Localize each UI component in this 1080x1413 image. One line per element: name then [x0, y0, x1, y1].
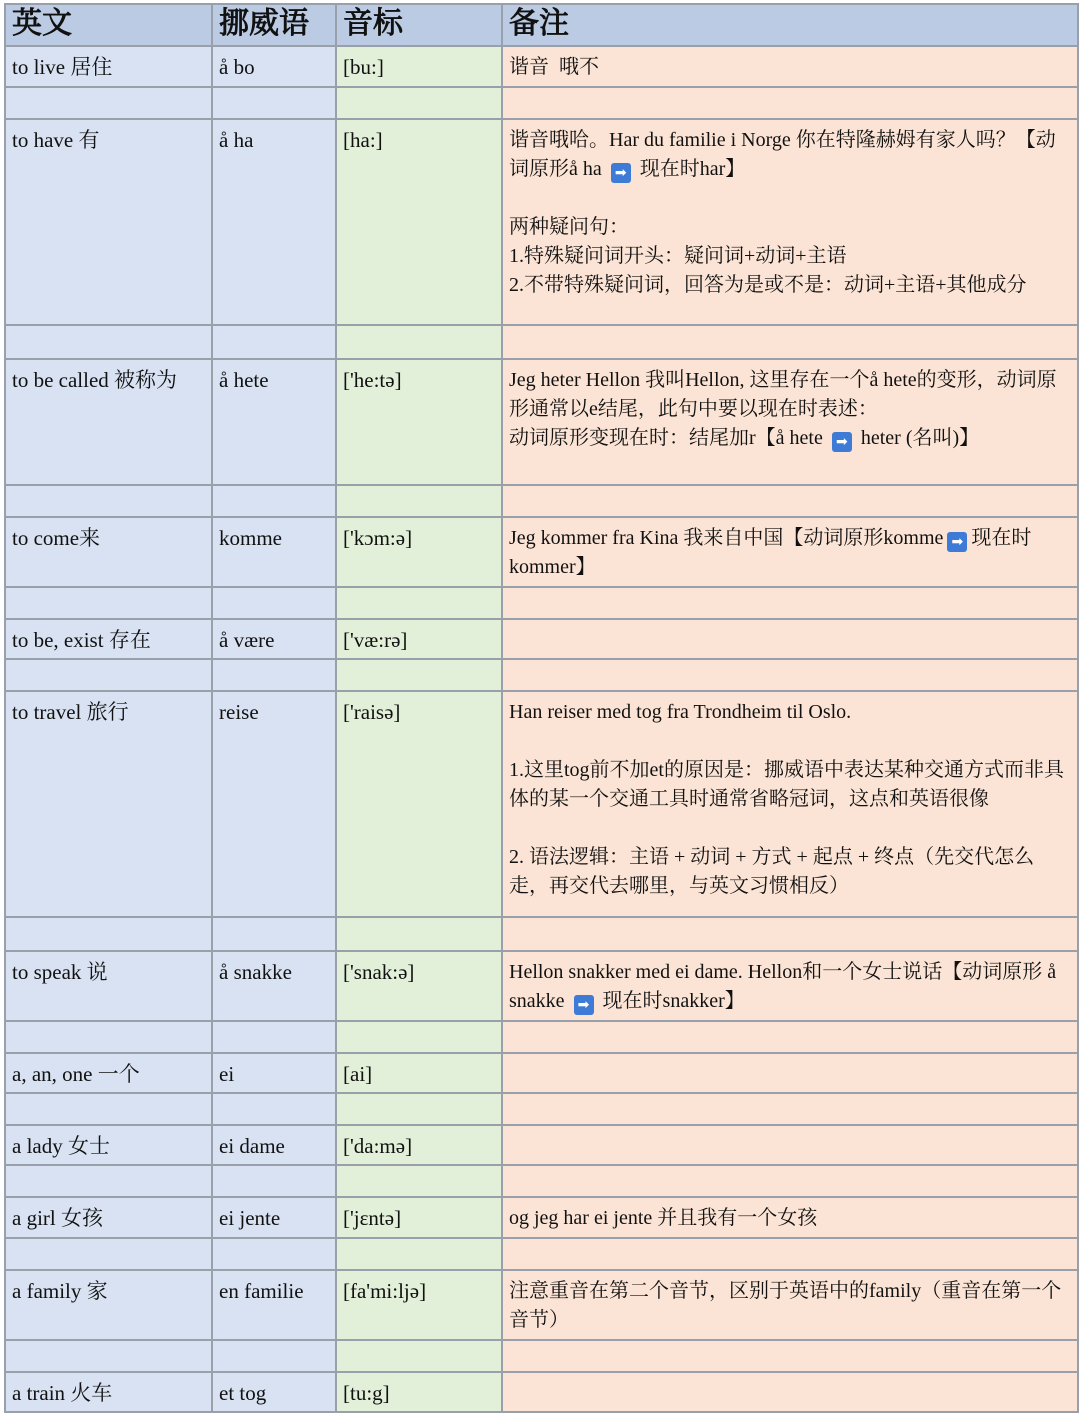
spacer-cell: [5, 325, 212, 359]
spacer-cell: [336, 587, 502, 619]
spacer-cell: [336, 485, 502, 517]
note-text: 1.这里tog前不加et的原因是：挪威语中表达某种交通方式而非具体的某一个交通工具时通常省略冠词，这点和英语很像: [509, 759, 1064, 810]
note-text: Jeg kommer fra Kina 我来自中国【动词原形komme: [509, 527, 944, 549]
phonetic-cell: ['snak:ə]: [336, 951, 502, 1021]
spacer-cell: [5, 1093, 212, 1125]
norwegian-cell: å hete: [212, 359, 336, 485]
note-text: Han reiser med tog fra Trondheim til Oslo.: [509, 701, 852, 723]
note-text: Hellon snakker med ei dame. Hellon和一个女士说话【动词原形 å snakke: [509, 961, 1062, 1012]
phonetic-cell: ['raisə]: [336, 691, 502, 917]
note-cell: [502, 1372, 1078, 1412]
note-cell: [502, 119, 1078, 325]
norwegian-cell: et tog: [212, 1372, 336, 1412]
note-text: Jeg heter Hellon 我叫Hellon, 这里存在一个å hete的变形，动词原形通常以e结尾，此句中要以现在时表述：: [509, 369, 1057, 420]
note-paragraph: [509, 242, 1071, 271]
note-text: og jeg har ei jente 并且我有一个女孩: [509, 1207, 818, 1229]
spacer-cell: [336, 1340, 502, 1372]
spacer-cell: [502, 659, 1078, 691]
spacer-cell: [5, 587, 212, 619]
note-cell: [502, 1053, 1078, 1093]
norwegian-cell: reise: [212, 691, 336, 917]
spacer-cell: [502, 1093, 1078, 1125]
note-cell: [502, 691, 1078, 917]
spacer-cell: [502, 1238, 1078, 1270]
english-cell: to be called 被称为: [5, 359, 212, 485]
table-row: [5, 1270, 1078, 1340]
note-text: 现在时kommer】: [509, 527, 1032, 578]
phonetic-cell: [ha:]: [336, 119, 502, 325]
spacer-cell: [336, 1093, 502, 1125]
spacer-cell: [212, 485, 336, 517]
spacer-cell: [5, 1165, 212, 1197]
note-text: 注意重音在第二个音节，区别于英语中的family（重音在第一个音节）: [509, 1280, 1062, 1331]
note-cell: [502, 1125, 1078, 1165]
spacer-cell: [212, 87, 336, 119]
english-cell: a train 火车: [5, 1372, 212, 1412]
note-paragraph: [509, 698, 1071, 727]
norwegian-cell: ei dame: [212, 1125, 336, 1165]
english-cell: a family 家: [5, 1270, 212, 1340]
english-cell: a lady 女士: [5, 1125, 212, 1165]
spacer-row: [5, 1238, 1078, 1270]
note-text: 2.不带特殊疑问词，回答为是或不是：动词+主语+其他成分: [509, 274, 1027, 296]
spacer-cell: [502, 917, 1078, 951]
spacer-cell: [5, 1340, 212, 1372]
spacer-cell: [5, 659, 212, 691]
spacer-row: [5, 485, 1078, 517]
spacer-cell: [5, 485, 212, 517]
arrow-right-icon: ➡: [832, 432, 852, 452]
spacer-cell: [336, 659, 502, 691]
norwegian-cell: komme: [212, 517, 336, 587]
header-notes: 备注: [502, 4, 1078, 46]
spacer-cell: [336, 325, 502, 359]
phonetic-cell: ['he:tə]: [336, 359, 502, 485]
table-row: [5, 359, 1078, 485]
spacer-cell: [212, 1021, 336, 1053]
table-row: [5, 119, 1078, 325]
header-row: [5, 4, 1078, 46]
note-cell: [502, 46, 1078, 87]
note-paragraph: [509, 271, 1071, 300]
spacer-cell: [5, 87, 212, 119]
spacer-cell: [336, 1238, 502, 1270]
arrow-right-icon: ➡: [611, 163, 631, 183]
norwegian-cell: ei jente: [212, 1197, 336, 1238]
note-cell: [502, 517, 1078, 587]
header-norwegian: 挪威语: [212, 4, 336, 46]
spacer-cell: [212, 1238, 336, 1270]
note-paragraph: [509, 1277, 1071, 1335]
spacer-row: [5, 87, 1078, 119]
table-row: [5, 691, 1078, 917]
phonetic-cell: [ai]: [336, 1053, 502, 1093]
vocab-body: [5, 46, 1078, 1412]
spacer-cell: [5, 1238, 212, 1270]
spacer-row: [5, 587, 1078, 619]
spacer-cell: [5, 917, 212, 951]
spacer-row: [5, 1165, 1078, 1197]
phonetic-cell: ['kɔm:ə]: [336, 517, 502, 587]
phonetic-cell: [tu:g]: [336, 1372, 502, 1412]
english-cell: to live 居住: [5, 46, 212, 87]
note-text: 谐音 哦不: [509, 56, 599, 78]
spacer-cell: [212, 659, 336, 691]
table-row: [5, 46, 1078, 87]
note-text: 现在时har】: [634, 158, 746, 180]
norwegian-cell: en familie: [212, 1270, 336, 1340]
spacer-cell: [212, 917, 336, 951]
phonetic-cell: ['væ:rə]: [336, 619, 502, 659]
spacer-cell: [336, 1165, 502, 1197]
spacer-cell: [212, 1340, 336, 1372]
norwegian-cell: å snakke: [212, 951, 336, 1021]
note-paragraph: [509, 958, 1071, 1016]
spacer-cell: [502, 1021, 1078, 1053]
note-paragraph: [509, 756, 1071, 814]
note-paragraph: [509, 524, 1071, 582]
note-text: 动词原形变现在时：结尾加r【å hete: [509, 427, 828, 449]
table-row: [5, 1125, 1078, 1165]
table-row: [5, 517, 1078, 587]
spacer-cell: [502, 587, 1078, 619]
english-cell: a girl 女孩: [5, 1197, 212, 1238]
norwegian-cell: å være: [212, 619, 336, 659]
norwegian-cell: ei: [212, 1053, 336, 1093]
spacer-row: [5, 325, 1078, 359]
spacer-cell: [502, 1165, 1078, 1197]
table-row: [5, 951, 1078, 1021]
note-cell: [502, 1197, 1078, 1238]
note-paragraph: [509, 1204, 1071, 1233]
table-row: [5, 1372, 1078, 1412]
note-text: heter (名叫)】: [855, 427, 980, 449]
arrow-right-icon: ➡: [947, 532, 967, 552]
note-paragraph: [509, 126, 1071, 184]
arrow-right-icon: ➡: [574, 995, 594, 1015]
note-paragraph: [509, 424, 1071, 453]
note-cell: [502, 359, 1078, 485]
note-paragraph: [509, 843, 1071, 901]
spacer-cell: [212, 1165, 336, 1197]
table-row: [5, 1197, 1078, 1238]
spacer-cell: [336, 87, 502, 119]
spacer-cell: [212, 1093, 336, 1125]
header-english: 英文: [5, 4, 212, 46]
spacer-cell: [212, 587, 336, 619]
note-text: 谐音哦哈。Har du familie i Norge 你在特隆赫姆有家人吗？【动词原形å ha: [509, 129, 1056, 180]
norwegian-cell: å bo: [212, 46, 336, 87]
note-paragraph: [509, 366, 1071, 424]
phonetic-cell: [fa'mi:ljə]: [336, 1270, 502, 1340]
norwegian-cell: å ha: [212, 119, 336, 325]
spacer-row: [5, 659, 1078, 691]
spacer-cell: [336, 1021, 502, 1053]
spacer-row: [5, 917, 1078, 951]
note-paragraph: [509, 213, 1071, 242]
english-cell: to come来: [5, 517, 212, 587]
spacer-cell: [502, 485, 1078, 517]
spacer-cell: [502, 87, 1078, 119]
phonetic-cell: ['jɛntə]: [336, 1197, 502, 1238]
spacer-cell: [336, 917, 502, 951]
spacer-row: [5, 1340, 1078, 1372]
spacer-cell: [212, 325, 336, 359]
spacer-cell: [502, 1340, 1078, 1372]
spacer-row: [5, 1093, 1078, 1125]
spacer-cell: [502, 325, 1078, 359]
note-paragraph: [509, 53, 1071, 82]
english-cell: to have 有: [5, 119, 212, 325]
table-row: [5, 619, 1078, 659]
note-text: 现在时snakker】: [597, 990, 745, 1012]
note-cell: [502, 619, 1078, 659]
spacer-cell: [5, 1021, 212, 1053]
note-cell: [502, 951, 1078, 1021]
phonetic-cell: ['da:mə]: [336, 1125, 502, 1165]
vocab-table: [4, 3, 1079, 1413]
note-cell: [502, 1270, 1078, 1340]
english-cell: a, an, one 一个: [5, 1053, 212, 1093]
english-cell: to travel 旅行: [5, 691, 212, 917]
note-text: 2. 语法逻辑：主语 + 动词 + 方式 + 起点 + 终点（先交代怎么走，再交代去哪里，与英文习惯相反）: [509, 846, 1035, 897]
phonetic-cell: [bu:]: [336, 46, 502, 87]
table-row: [5, 1053, 1078, 1093]
spacer-row: [5, 1021, 1078, 1053]
english-cell: to speak 说: [5, 951, 212, 1021]
header-phonetic: 音标: [336, 4, 502, 46]
note-text: 两种疑问句：: [509, 216, 629, 238]
english-cell: to be, exist 存在: [5, 619, 212, 659]
note-text: 1.特殊疑问词开头：疑问词+动词+主语: [509, 245, 847, 267]
